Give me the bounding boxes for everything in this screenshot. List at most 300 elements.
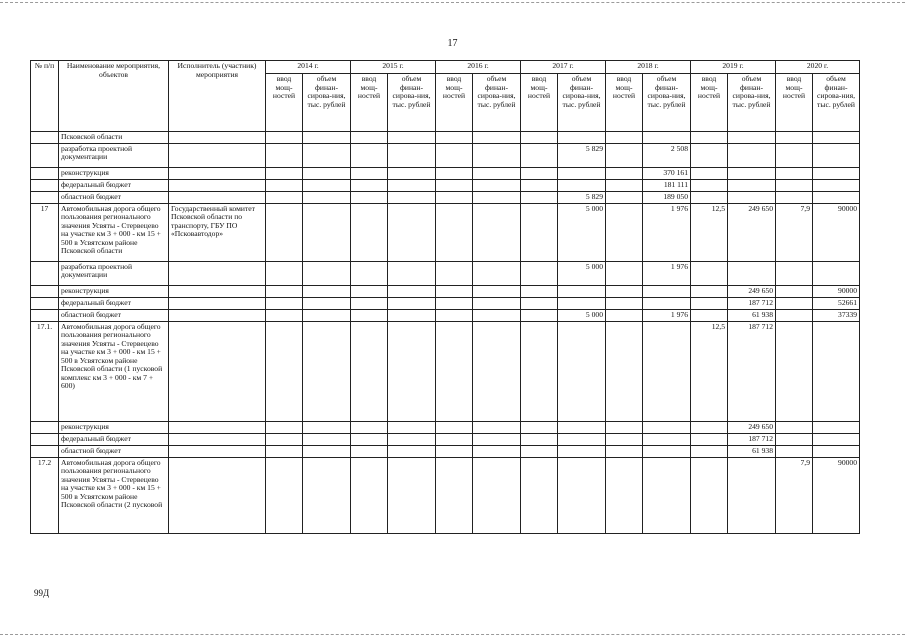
finance-cell: 90000: [813, 203, 860, 261]
capacity-cell: [351, 261, 388, 285]
finance-cell: [388, 321, 436, 421]
table-row: [31, 191, 860, 203]
capacity-cell: [606, 179, 643, 191]
capacity-cell: [776, 261, 813, 285]
row-executor: [169, 421, 266, 433]
finance-cell: [388, 203, 436, 261]
capacity-cell: [606, 191, 643, 203]
finance-cell: [303, 261, 351, 285]
capacity-cell: [351, 433, 388, 445]
table-row: [31, 179, 860, 191]
row-name: реконструкция: [59, 285, 169, 297]
row-name: областной бюджет: [59, 445, 169, 457]
finance-cell: [388, 143, 436, 167]
capacity-cell: [436, 285, 473, 297]
capacity-cell: [776, 321, 813, 421]
finance-cell: [388, 433, 436, 445]
finance-cell: [558, 457, 606, 533]
row-number: [31, 309, 59, 321]
finance-cell: 187 712: [728, 297, 776, 309]
finance-cell: [473, 457, 521, 533]
finance-cell: [558, 433, 606, 445]
capacity-cell: [351, 203, 388, 261]
row-number: [31, 433, 59, 445]
finance-cell: [473, 179, 521, 191]
capacity-cell: [266, 421, 303, 433]
capacity-cell: [606, 445, 643, 457]
finance-cell: [728, 143, 776, 167]
finance-cell: [728, 132, 776, 144]
header-finance: объем финан-сирова-ния, тыс. рублей: [558, 74, 606, 132]
capacity-cell: [606, 132, 643, 144]
capacity-cell: [521, 421, 558, 433]
capacity-cell: [436, 309, 473, 321]
capacity-cell: [266, 203, 303, 261]
finance-cell: 249 650: [728, 285, 776, 297]
row-executor: [169, 457, 266, 533]
capacity-cell: 7,9: [776, 203, 813, 261]
header-capacity: ввод мощ-ностей: [521, 74, 558, 132]
capacity-cell: [521, 309, 558, 321]
capacity-cell: [266, 261, 303, 285]
row-executor: Государственный комитет Псковской области по транспорту, ГБУ ПО «Псковавтодор»: [169, 203, 266, 261]
row-number: [31, 143, 59, 167]
capacity-cell: [351, 167, 388, 179]
row-number: [31, 261, 59, 285]
row-name: Автомобильная дорога общего пользования регионального значения Усвяты - Стервецево на участке км 3 + 000 - км 15 + 500 в Усвятском районе Псковской области: [59, 203, 169, 261]
capacity-cell: [266, 143, 303, 167]
row-name: реконструкция: [59, 421, 169, 433]
finance-cell: [473, 433, 521, 445]
row-executor: [169, 285, 266, 297]
finance-cell: 189 050: [643, 191, 691, 203]
header-capacity: ввод мощ-ностей: [691, 74, 728, 132]
finance-cell: [558, 421, 606, 433]
program-table: [30, 60, 860, 534]
finance-cell: [813, 421, 860, 433]
capacity-cell: [266, 309, 303, 321]
row-name: разработка проектной документации: [59, 261, 169, 285]
header-executor: Исполнитель (участник) мероприятия: [169, 61, 266, 132]
finance-cell: 2 508: [643, 143, 691, 167]
capacity-cell: [776, 445, 813, 457]
capacity-cell: [351, 285, 388, 297]
capacity-cell: [776, 132, 813, 144]
table-row: [31, 285, 860, 297]
finance-cell: [473, 445, 521, 457]
header-capacity: ввод мощ-ностей: [266, 74, 303, 132]
finance-cell: [473, 421, 521, 433]
capacity-cell: [436, 297, 473, 309]
finance-cell: 61 938: [728, 445, 776, 457]
capacity-cell: [436, 191, 473, 203]
capacity-cell: [691, 132, 728, 144]
header-finance: объем финан-сирова-ния, тыс. рублей: [728, 74, 776, 132]
capacity-cell: [776, 433, 813, 445]
finance-cell: 1 976: [643, 203, 691, 261]
capacity-cell: [691, 309, 728, 321]
finance-cell: [303, 191, 351, 203]
finance-cell: [388, 261, 436, 285]
capacity-cell: [776, 285, 813, 297]
capacity-cell: [521, 261, 558, 285]
capacity-cell: [436, 321, 473, 421]
finance-cell: [388, 132, 436, 144]
capacity-cell: [521, 433, 558, 445]
table-row: [31, 433, 860, 445]
capacity-cell: [776, 297, 813, 309]
finance-cell: 370 161: [643, 167, 691, 179]
capacity-cell: [436, 167, 473, 179]
finance-cell: [473, 285, 521, 297]
row-number: [31, 167, 59, 179]
finance-cell: [813, 191, 860, 203]
finance-cell: [303, 457, 351, 533]
finance-cell: [558, 445, 606, 457]
finance-cell: [728, 457, 776, 533]
finance-cell: [643, 457, 691, 533]
finance-cell: [303, 321, 351, 421]
header-name: Наименование мероприятия, объектов: [59, 61, 169, 132]
table-body: [31, 132, 860, 534]
header-capacity: ввод мощ-ностей: [776, 74, 813, 132]
row-executor: [169, 191, 266, 203]
capacity-cell: [521, 132, 558, 144]
finance-cell: [558, 167, 606, 179]
finance-cell: [388, 457, 436, 533]
finance-cell: [813, 261, 860, 285]
finance-cell: [643, 421, 691, 433]
finance-cell: [473, 167, 521, 179]
finance-cell: [388, 179, 436, 191]
capacity-cell: [351, 143, 388, 167]
capacity-cell: [776, 167, 813, 179]
row-executor: [169, 309, 266, 321]
capacity-cell: [606, 321, 643, 421]
capacity-cell: [436, 421, 473, 433]
header-year: 2014 г.: [266, 61, 351, 74]
table-row: [31, 167, 860, 179]
finance-cell: [303, 445, 351, 457]
finance-cell: [643, 132, 691, 144]
finance-cell: [303, 203, 351, 261]
table-row: [31, 143, 860, 167]
capacity-cell: [266, 167, 303, 179]
capacity-cell: [521, 445, 558, 457]
finance-cell: [388, 297, 436, 309]
capacity-cell: [351, 297, 388, 309]
finance-cell: [303, 167, 351, 179]
row-number: 17: [31, 203, 59, 261]
finance-cell: 52661: [813, 297, 860, 309]
capacity-cell: [266, 445, 303, 457]
capacity-cell: [266, 433, 303, 445]
finance-cell: 61 938: [728, 309, 776, 321]
finance-cell: [813, 167, 860, 179]
finance-cell: [473, 203, 521, 261]
row-executor: [169, 445, 266, 457]
row-name: федеральный бюджет: [59, 179, 169, 191]
capacity-cell: [351, 445, 388, 457]
capacity-cell: [351, 191, 388, 203]
header-capacity: ввод мощ-ностей: [606, 74, 643, 132]
capacity-cell: [436, 143, 473, 167]
capacity-cell: 7,9: [776, 457, 813, 533]
finance-cell: [813, 433, 860, 445]
row-executor: [169, 261, 266, 285]
finance-cell: [303, 143, 351, 167]
capacity-cell: [436, 457, 473, 533]
capacity-cell: [776, 421, 813, 433]
capacity-cell: [521, 321, 558, 421]
header-year: 2018 г.: [606, 61, 691, 74]
capacity-cell: [691, 457, 728, 533]
capacity-cell: [521, 457, 558, 533]
header-finance: объем финан-сирова-ния, тыс. рублей: [303, 74, 351, 132]
capacity-cell: [436, 261, 473, 285]
capacity-cell: [691, 191, 728, 203]
finance-cell: [728, 167, 776, 179]
capacity-cell: [351, 179, 388, 191]
capacity-cell: [351, 421, 388, 433]
capacity-cell: [776, 191, 813, 203]
finance-cell: 187 712: [728, 321, 776, 421]
finance-cell: [388, 421, 436, 433]
capacity-cell: [266, 132, 303, 144]
finance-cell: 37339: [813, 309, 860, 321]
finance-cell: [558, 297, 606, 309]
finance-cell: [303, 179, 351, 191]
capacity-cell: [521, 167, 558, 179]
header-num: № п/п: [31, 61, 59, 132]
table-row: [31, 132, 860, 144]
row-name: областной бюджет: [59, 309, 169, 321]
finance-cell: 5 000: [558, 261, 606, 285]
row-number: [31, 179, 59, 191]
capacity-cell: [351, 132, 388, 144]
capacity-cell: [691, 285, 728, 297]
capacity-cell: [521, 179, 558, 191]
header-year: 2020 г.: [776, 61, 860, 74]
finance-cell: [728, 179, 776, 191]
capacity-cell: [691, 421, 728, 433]
capacity-cell: [606, 285, 643, 297]
table-row: [31, 445, 860, 457]
finance-cell: [813, 143, 860, 167]
capacity-cell: [606, 143, 643, 167]
header-capacity: ввод мощ-ностей: [436, 74, 473, 132]
header-finance: объем финан-сирова-ния, тыс. рублей: [388, 74, 436, 132]
row-executor: [169, 132, 266, 144]
capacity-cell: [691, 179, 728, 191]
row-executor: [169, 321, 266, 421]
capacity-cell: [691, 261, 728, 285]
capacity-cell: [266, 297, 303, 309]
capacity-cell: [521, 203, 558, 261]
capacity-cell: [606, 261, 643, 285]
finance-cell: [303, 309, 351, 321]
capacity-cell: [606, 167, 643, 179]
finance-cell: [558, 179, 606, 191]
capacity-cell: [521, 191, 558, 203]
header-year: 2017 г.: [521, 61, 606, 74]
capacity-cell: [266, 179, 303, 191]
finance-cell: 249 650: [728, 203, 776, 261]
finance-cell: [473, 132, 521, 144]
capacity-cell: [351, 321, 388, 421]
capacity-cell: [521, 285, 558, 297]
finance-cell: 187 712: [728, 433, 776, 445]
row-executor: [169, 297, 266, 309]
row-number: 17.2: [31, 457, 59, 533]
header-finance: объем финан-сирова-ния, тыс. рублей: [813, 74, 860, 132]
capacity-cell: [776, 309, 813, 321]
row-name: Псковской области: [59, 132, 169, 144]
finance-cell: [813, 321, 860, 421]
capacity-cell: [691, 297, 728, 309]
finance-cell: 5 829: [558, 191, 606, 203]
header-year: 2016 г.: [436, 61, 521, 74]
finance-cell: [303, 132, 351, 144]
row-number: 17.1.: [31, 321, 59, 421]
finance-cell: [558, 321, 606, 421]
row-name: реконструкция: [59, 167, 169, 179]
capacity-cell: [436, 132, 473, 144]
table-row: [31, 261, 860, 285]
capacity-cell: [606, 203, 643, 261]
finance-cell: [388, 191, 436, 203]
finance-cell: [473, 261, 521, 285]
finance-cell: [728, 261, 776, 285]
finance-cell: [813, 132, 860, 144]
finance-cell: [388, 309, 436, 321]
finance-cell: [473, 309, 521, 321]
row-number: [31, 421, 59, 433]
row-executor: [169, 179, 266, 191]
capacity-cell: [776, 179, 813, 191]
header-year: 2015 г.: [351, 61, 436, 74]
capacity-cell: [776, 143, 813, 167]
finance-cell: [303, 285, 351, 297]
finance-cell: [643, 285, 691, 297]
capacity-cell: [691, 167, 728, 179]
finance-cell: [813, 179, 860, 191]
capacity-cell: [521, 143, 558, 167]
capacity-cell: [436, 203, 473, 261]
row-name: разработка проектной документации: [59, 143, 169, 167]
capacity-cell: [691, 143, 728, 167]
bottom-edge-line: [0, 634, 905, 635]
row-executor: [169, 143, 266, 167]
finance-cell: 5 000: [558, 309, 606, 321]
capacity-cell: [436, 179, 473, 191]
row-number: [31, 132, 59, 144]
row-number: [31, 285, 59, 297]
row-number: [31, 297, 59, 309]
row-executor: [169, 433, 266, 445]
finance-cell: [388, 445, 436, 457]
capacity-cell: [606, 421, 643, 433]
finance-cell: 249 650: [728, 421, 776, 433]
finance-cell: [473, 297, 521, 309]
top-edge-line: [0, 2, 905, 3]
header-capacity: ввод мощ-ностей: [351, 74, 388, 132]
capacity-cell: [266, 321, 303, 421]
capacity-cell: 12,5: [691, 321, 728, 421]
header-year: 2019 г.: [691, 61, 776, 74]
finance-cell: [388, 167, 436, 179]
finance-cell: 1 976: [643, 261, 691, 285]
finance-cell: [643, 297, 691, 309]
finance-cell: [643, 321, 691, 421]
row-number: [31, 445, 59, 457]
finance-cell: 5 829: [558, 143, 606, 167]
finance-cell: [303, 297, 351, 309]
footer-code: 99Д: [34, 588, 50, 598]
table-row: [31, 457, 860, 533]
header-finance: объем финан-сирова-ния, тыс. рублей: [643, 74, 691, 132]
capacity-cell: [266, 285, 303, 297]
finance-cell: [558, 132, 606, 144]
row-name: федеральный бюджет: [59, 297, 169, 309]
capacity-cell: [606, 297, 643, 309]
finance-cell: [728, 191, 776, 203]
finance-cell: [473, 143, 521, 167]
table-row: [31, 203, 860, 261]
finance-cell: 90000: [813, 457, 860, 533]
capacity-cell: [436, 445, 473, 457]
finance-cell: 1 976: [643, 309, 691, 321]
finance-cell: [813, 445, 860, 457]
finance-cell: [303, 433, 351, 445]
finance-cell: 5 000: [558, 203, 606, 261]
capacity-cell: [266, 457, 303, 533]
capacity-cell: [606, 309, 643, 321]
capacity-cell: [691, 445, 728, 457]
capacity-cell: [691, 433, 728, 445]
row-name: Автомобильная дорога общего пользования регионального значения Усвяты - Стервецево на участке км 3 + 000 - км 15 + 500 в Усвятском районе Псковской области (1 пусковой комплекс км 3 + 000 - км 7 + 600): [59, 321, 169, 421]
row-number: [31, 191, 59, 203]
finance-cell: [643, 433, 691, 445]
capacity-cell: [436, 433, 473, 445]
finance-cell: [473, 321, 521, 421]
table-row: [31, 309, 860, 321]
finance-cell: [473, 191, 521, 203]
row-name: федеральный бюджет: [59, 433, 169, 445]
capacity-cell: [606, 433, 643, 445]
capacity-cell: [351, 309, 388, 321]
capacity-cell: [521, 297, 558, 309]
finance-cell: [388, 285, 436, 297]
table-row: [31, 297, 860, 309]
finance-cell: [558, 285, 606, 297]
finance-cell: [643, 445, 691, 457]
row-executor: [169, 167, 266, 179]
finance-cell: [303, 421, 351, 433]
header-finance: объем финан-сирова-ния, тыс. рублей: [473, 74, 521, 132]
table-row: [31, 321, 860, 421]
capacity-cell: [266, 191, 303, 203]
finance-cell: 90000: [813, 285, 860, 297]
row-name: областной бюджет: [59, 191, 169, 203]
capacity-cell: 12,5: [691, 203, 728, 261]
table-row: [31, 421, 860, 433]
finance-cell: 181 111: [643, 179, 691, 191]
row-name: Автомобильная дорога общего пользования регионального значения Усвяты - Стервецево на участке км 3 + 000 - км 15 + 500 в Усвятском районе Псковской области (2 пусковой: [59, 457, 169, 533]
page-number: 17: [447, 38, 458, 49]
capacity-cell: [351, 457, 388, 533]
capacity-cell: [606, 457, 643, 533]
